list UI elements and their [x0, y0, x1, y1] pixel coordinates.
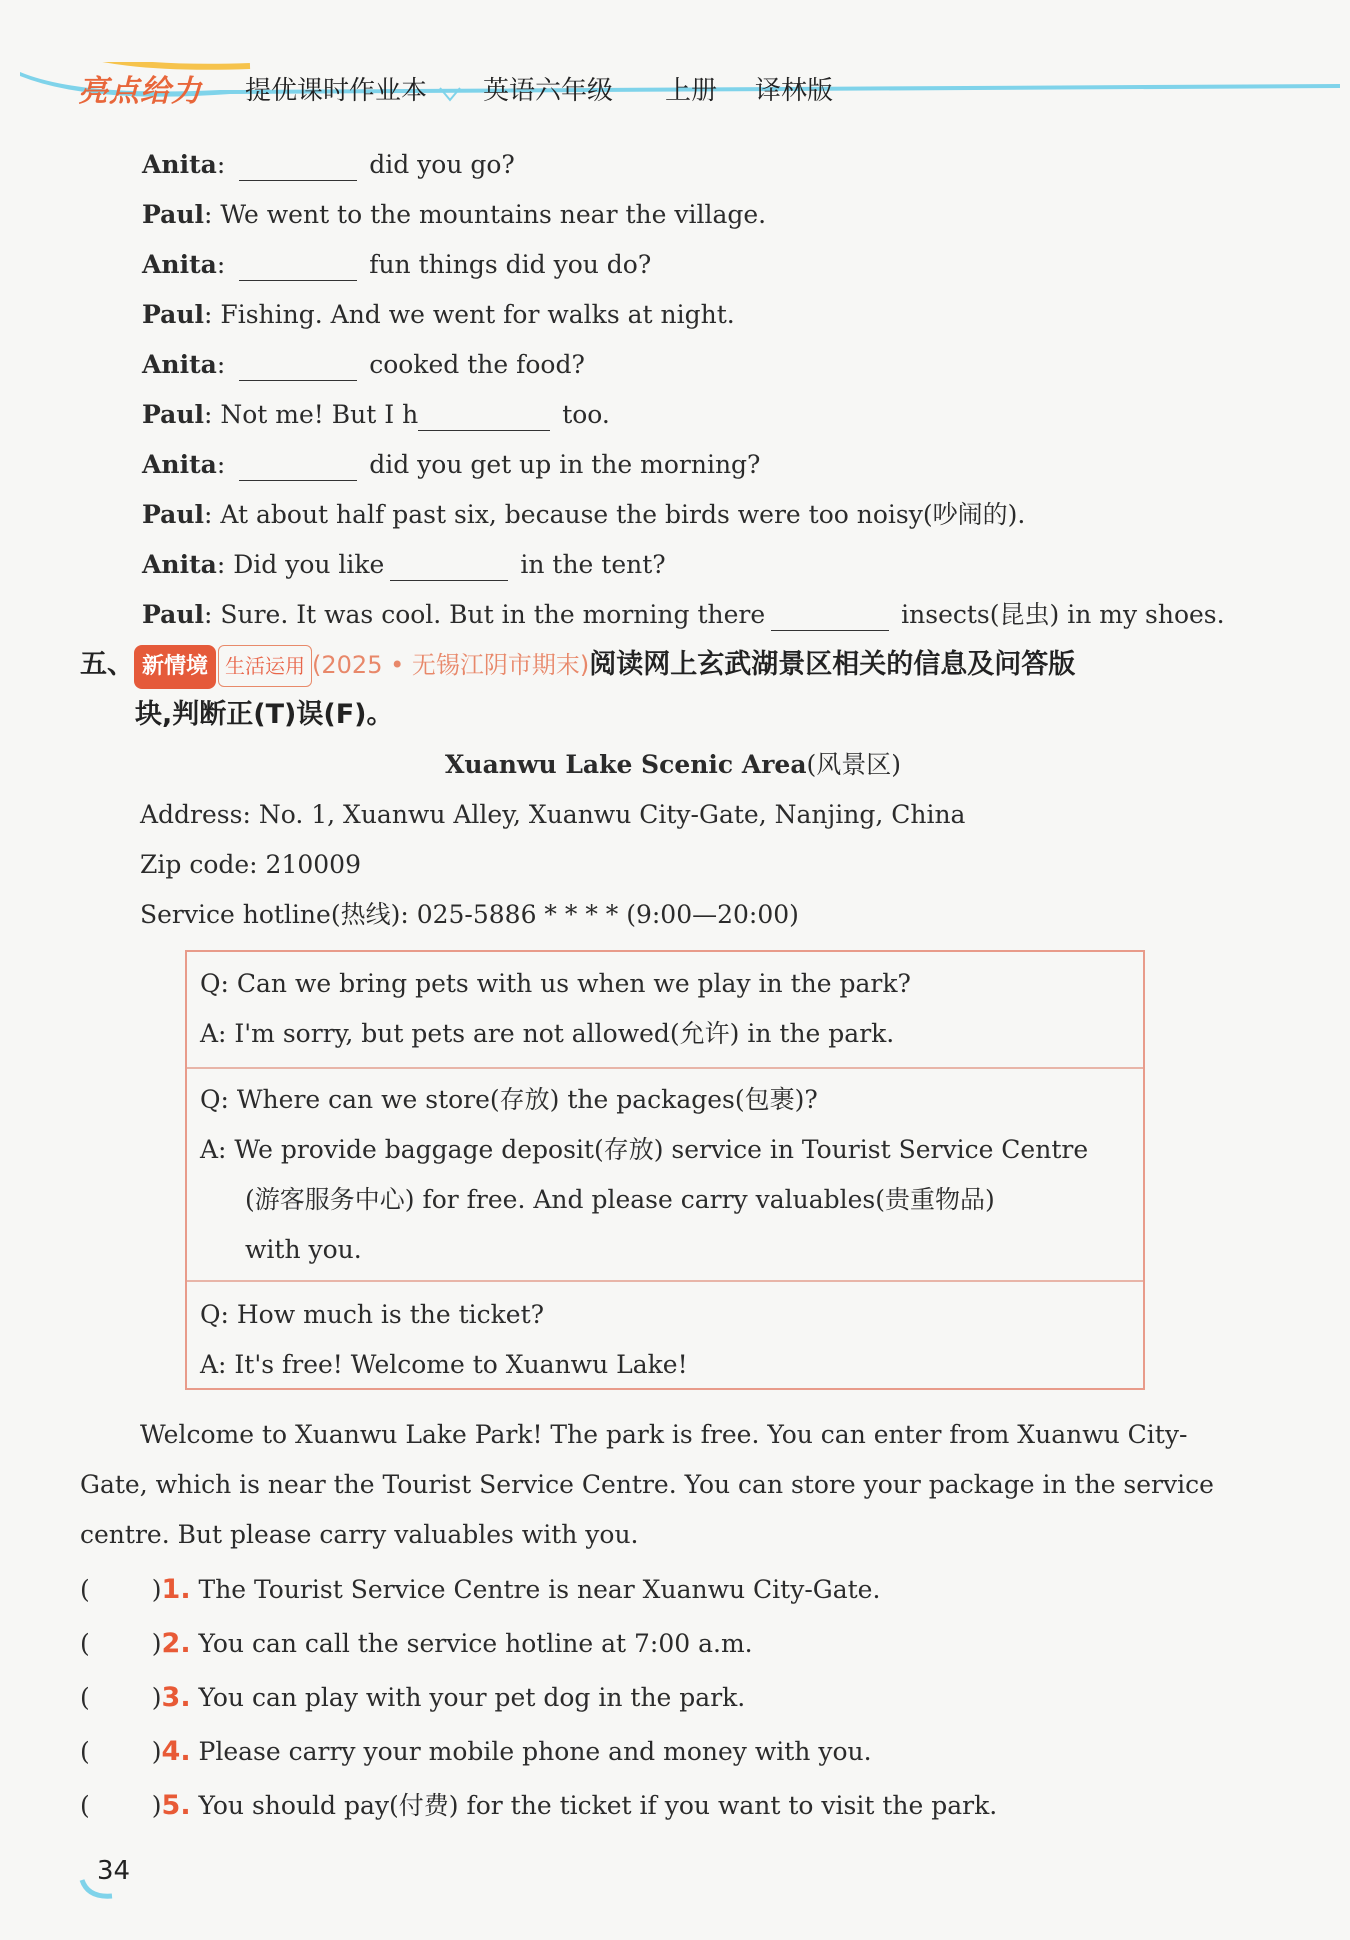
- qa-divider: [187, 1280, 1143, 1282]
- subject-label: 英语六年级: [483, 76, 614, 106]
- answer-blank[interactable]: [239, 154, 357, 181]
- passage-line: centre. But please carry valuables with you.: [80, 1520, 639, 1549]
- qa-question: Q: How much is the ticket?: [200, 1300, 545, 1329]
- answer-paren[interactable]: ( ): [80, 1575, 162, 1604]
- dialogue-line: Paul: Not me! But I h too.: [142, 400, 610, 429]
- series-title: 提优课时作业本: [245, 76, 428, 106]
- qa-divider: [187, 1067, 1143, 1069]
- qa-answer: (游客服务中心) for free. And please carry valuables(贵重物品): [245, 1185, 995, 1214]
- edition-label: 译林版: [755, 76, 834, 106]
- answer-blank[interactable]: [239, 354, 357, 381]
- zip-line: Zip code: 210009: [140, 850, 361, 879]
- volume-label: 上册: [665, 76, 718, 106]
- dialogue-line: Anita: did you go?: [142, 150, 515, 179]
- dialogue-line: Paul: Fishing. And we went for walks at night.: [142, 300, 735, 329]
- dialogue-line: Anita: Did you like in the tent?: [142, 550, 666, 579]
- answer-paren[interactable]: ( ): [80, 1629, 162, 1658]
- statement-item: ( )4. Please carry your mobile phone and money with you.: [80, 1736, 872, 1767]
- qa-box: [185, 950, 1145, 1390]
- qa-answer: A: I'm sorry, but pets are not allowed(允许) in the park.: [200, 1019, 895, 1048]
- dialogue-line: Paul: We went to the mountains near the village.: [142, 200, 767, 229]
- life-use-tag: 生活运用: [218, 645, 312, 687]
- qa-answer: A: It's free! Welcome to Xuanwu Lake!: [200, 1350, 688, 1379]
- answer-blank[interactable]: [239, 454, 357, 481]
- dialogue-line: Paul: Sure. It was cool. But in the morning there insects(昆虫) in my shoes.: [142, 600, 1225, 629]
- statement-item: ( )3. You can play with your pet dog in the park.: [80, 1682, 746, 1713]
- address-line: Address: No. 1, Xuanwu Alley, Xuanwu City-Gate, Nanjing, China: [140, 800, 966, 829]
- statement-item: ( )1. The Tourist Service Centre is near Xuanwu City-Gate.: [80, 1574, 881, 1605]
- new-context-tag: 新情境: [134, 645, 216, 689]
- qa-question: Q: Can we bring pets with us when we play in the park?: [200, 969, 911, 998]
- qa-question: Q: Where can we store(存放) the packages(包裹)?: [200, 1085, 818, 1114]
- section-instruction: 块,判断正(T)误(F)。: [135, 699, 394, 730]
- answer-paren[interactable]: ( ): [80, 1737, 162, 1766]
- passage-line: Gate, which is near the Tourist Service Centre. You can store your package in the service: [80, 1470, 1214, 1499]
- section-heading: 五、 新情境 生活运用 (2025 • 无锡江阴市期末)阅读网上玄武湖景区相关的信息及问答版: [80, 645, 1075, 689]
- page-number: 34: [97, 1856, 131, 1886]
- scenic-area-title: Xuanwu Lake Scenic Area(风景区): [445, 750, 902, 779]
- dialogue-line: Anita: did you get up in the morning?: [142, 450, 761, 479]
- answer-paren[interactable]: ( ): [80, 1683, 162, 1712]
- hotline-line: Service hotline(热线): 025-5886 * * * * (9:00—20:00): [140, 900, 799, 929]
- statement-item: ( )2. You can call the service hotline at 7:00 a.m.: [80, 1628, 753, 1659]
- answer-blank[interactable]: [418, 404, 550, 431]
- dialogue-line: Anita: cooked the food?: [142, 350, 585, 379]
- statement-item: ( )5. You should pay(付费) for the ticket if you want to visit the park.: [80, 1790, 998, 1821]
- answer-blank[interactable]: [390, 554, 508, 581]
- dialogue-line: Paul: At about half past six, because the birds were too noisy(吵闹的).: [142, 500, 1026, 529]
- answer-blank[interactable]: [771, 604, 889, 631]
- dialogue-line: Anita: fun things did you do?: [142, 250, 652, 279]
- answer-paren[interactable]: ( ): [80, 1791, 162, 1820]
- brand-logo: 亮点给力: [78, 74, 202, 109]
- passage-line: Welcome to Xuanwu Lake Park! The park is free. You can enter from Xuanwu City-: [140, 1420, 1188, 1449]
- qa-answer: with you.: [245, 1235, 362, 1264]
- answer-blank[interactable]: [239, 254, 357, 281]
- qa-answer: A: We provide baggage deposit(存放) service in Tourist Service Centre: [200, 1135, 1089, 1164]
